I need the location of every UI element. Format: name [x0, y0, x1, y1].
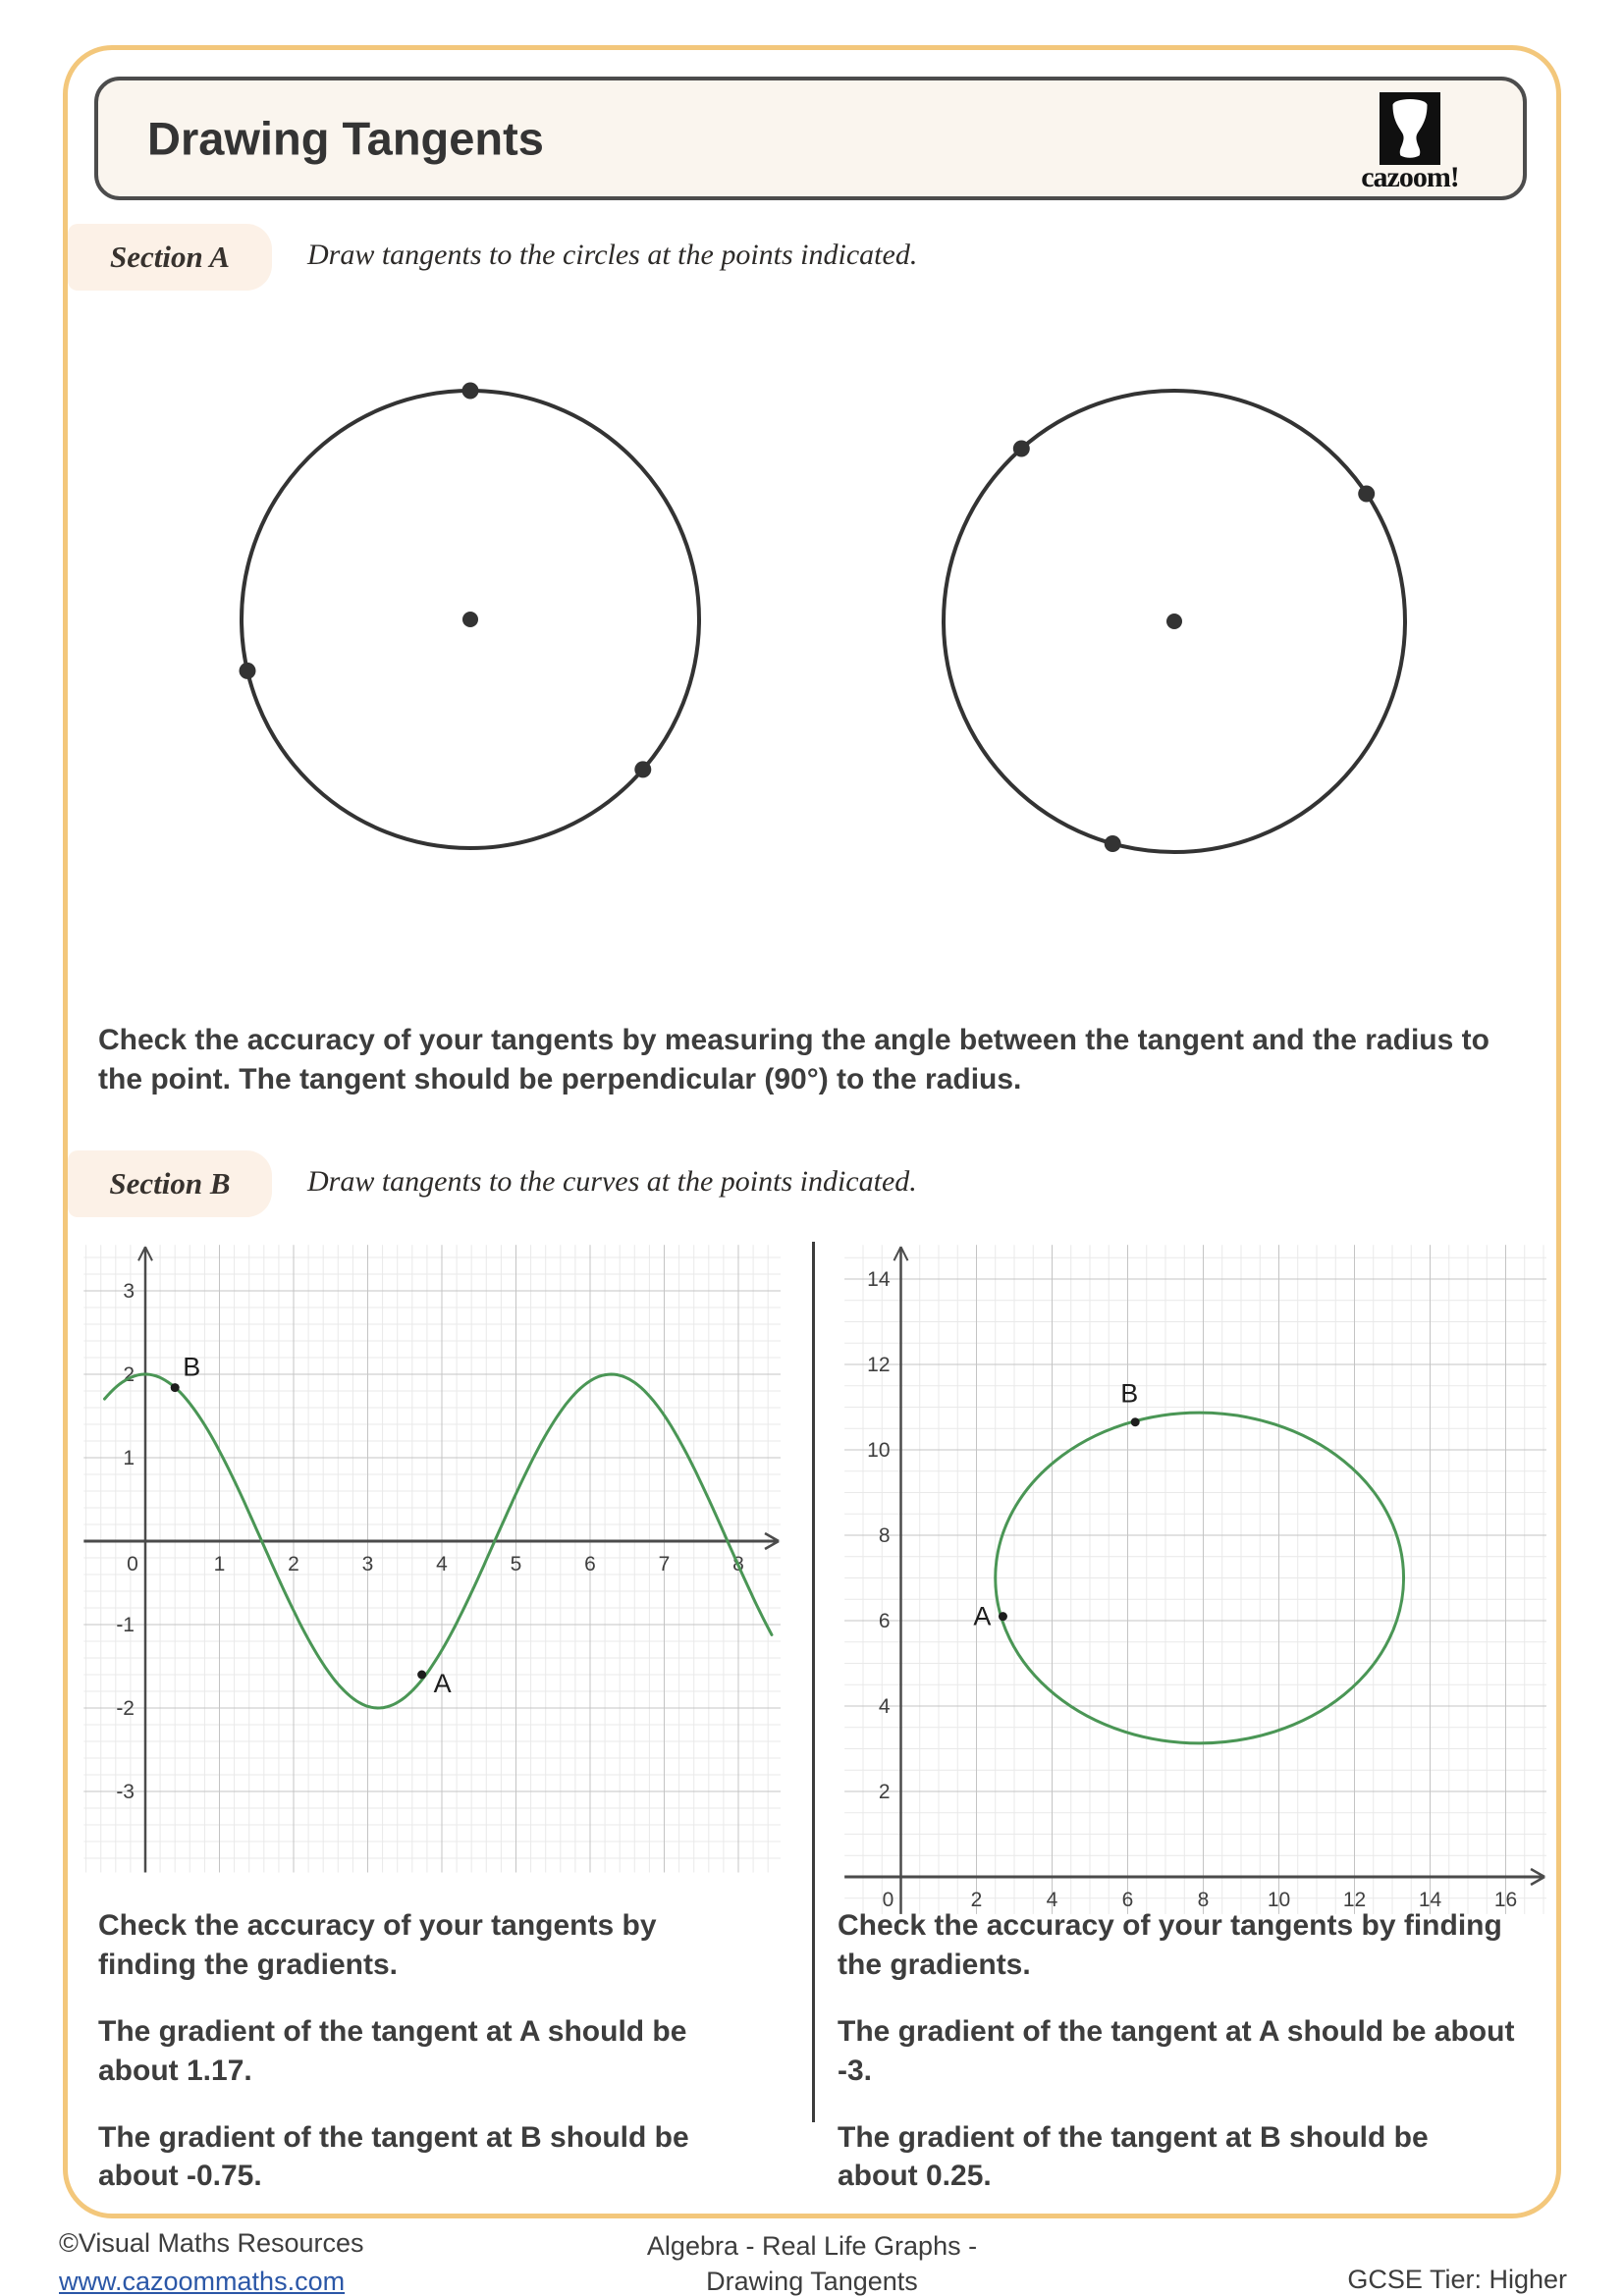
svg-text:B: B: [1120, 1378, 1139, 1409]
svg-text:-1: -1: [116, 1614, 135, 1636]
logo-wordmark: cazoom!: [1361, 161, 1459, 193]
note-line: Check the accuracy of your tangents by finding the gradients.: [838, 1909, 1502, 1981]
ellipse-curve-chart: [844, 1245, 1546, 1914]
svg-text:A: A: [973, 1601, 992, 1631]
svg-text:8: 8: [1197, 1889, 1210, 1911]
svg-text:0: 0: [127, 1553, 138, 1575]
section-a-instruction: Draw tangents to the circles at the points indicated.: [307, 239, 918, 271]
gradients-note-right: [838, 1906, 1515, 2223]
section-a-note: Check the accuracy of your tangents by measuring the angle between the tangent and the radius to the point. The tangent should be perpendicular (90°) to the radius.: [98, 1024, 1489, 1095]
djembe-drum-icon: [1380, 92, 1440, 165]
section-b-instruction: Draw tangents to the curves at the points indicated.: [307, 1165, 917, 1198]
svg-text:4: 4: [1046, 1889, 1058, 1911]
svg-text:-2: -2: [116, 1697, 135, 1720]
svg-text:2: 2: [878, 1781, 891, 1803]
svg-text:2: 2: [288, 1553, 299, 1575]
svg-text:B: B: [183, 1352, 201, 1382]
section-b-label: Section B: [109, 1166, 231, 1201]
note-line: Check the accuracy of your tangents by finding the gradients.: [98, 1909, 657, 1981]
footer-topic-block: [321, 2228, 1303, 2296]
svg-text:16: 16: [1493, 1889, 1518, 1911]
svg-text:2: 2: [123, 1363, 135, 1386]
svg-text:12: 12: [1342, 1889, 1367, 1911]
section-a-badge: [68, 224, 272, 291]
note-line: The gradient of the tangent at B should be about -0.75.: [98, 2120, 689, 2193]
title-box: [94, 77, 1527, 200]
column-divider: [812, 1242, 815, 2122]
svg-text:4: 4: [436, 1553, 448, 1575]
svg-text:8: 8: [878, 1524, 891, 1547]
page-title: Drawing Tangents: [147, 112, 544, 165]
svg-text:4: 4: [878, 1695, 891, 1718]
svg-text:3: 3: [123, 1280, 135, 1303]
copyright-text: ©Visual Maths Resources: [59, 2228, 364, 2258]
cazoommaths-link[interactable]: www.cazoommaths.com: [59, 2267, 346, 2296]
svg-text:14: 14: [867, 1268, 891, 1291]
footer-copyright-block: [59, 2228, 364, 2296]
tangent-circles-figure: [61, 363, 1563, 874]
svg-text:1: 1: [123, 1447, 135, 1469]
section-a-label: Section A: [109, 240, 230, 274]
svg-text:0: 0: [882, 1889, 894, 1911]
footer-tier: GCSE Tier: Higher: [1347, 2265, 1567, 2294]
svg-text:7: 7: [658, 1553, 671, 1575]
note-line: The gradient of the tangent at A should be about -3.: [838, 2014, 1515, 2087]
svg-text:2: 2: [970, 1889, 983, 1911]
svg-text:6: 6: [584, 1553, 596, 1575]
svg-text:10: 10: [867, 1439, 891, 1462]
svg-text:1: 1: [213, 1553, 226, 1575]
note-line: The gradient of the tangent at A should be about 1.17.: [98, 2014, 687, 2087]
footer-topic-line1: Algebra - Real Life Graphs -: [646, 2231, 978, 2261]
cazoom-logo: [1346, 92, 1474, 192]
svg-text:6: 6: [878, 1610, 891, 1632]
footer-topic-line2: Drawing Tangents: [706, 2267, 918, 2296]
svg-text:-3: -3: [116, 1781, 135, 1803]
cosine-curve-chart: [83, 1245, 781, 1873]
svg-text:12: 12: [867, 1354, 891, 1376]
svg-text:14: 14: [1418, 1889, 1442, 1911]
svg-text:A: A: [433, 1669, 452, 1698]
gradients-note-left: [98, 1906, 758, 2223]
svg-text:5: 5: [510, 1553, 522, 1575]
svg-text:8: 8: [732, 1553, 744, 1575]
svg-text:10: 10: [1267, 1889, 1291, 1911]
section-b-badge: [68, 1150, 272, 1217]
svg-text:6: 6: [1121, 1889, 1134, 1911]
note-line: The gradient of the tangent at B should be about 0.25.: [838, 2120, 1429, 2193]
svg-text:3: 3: [361, 1553, 374, 1575]
